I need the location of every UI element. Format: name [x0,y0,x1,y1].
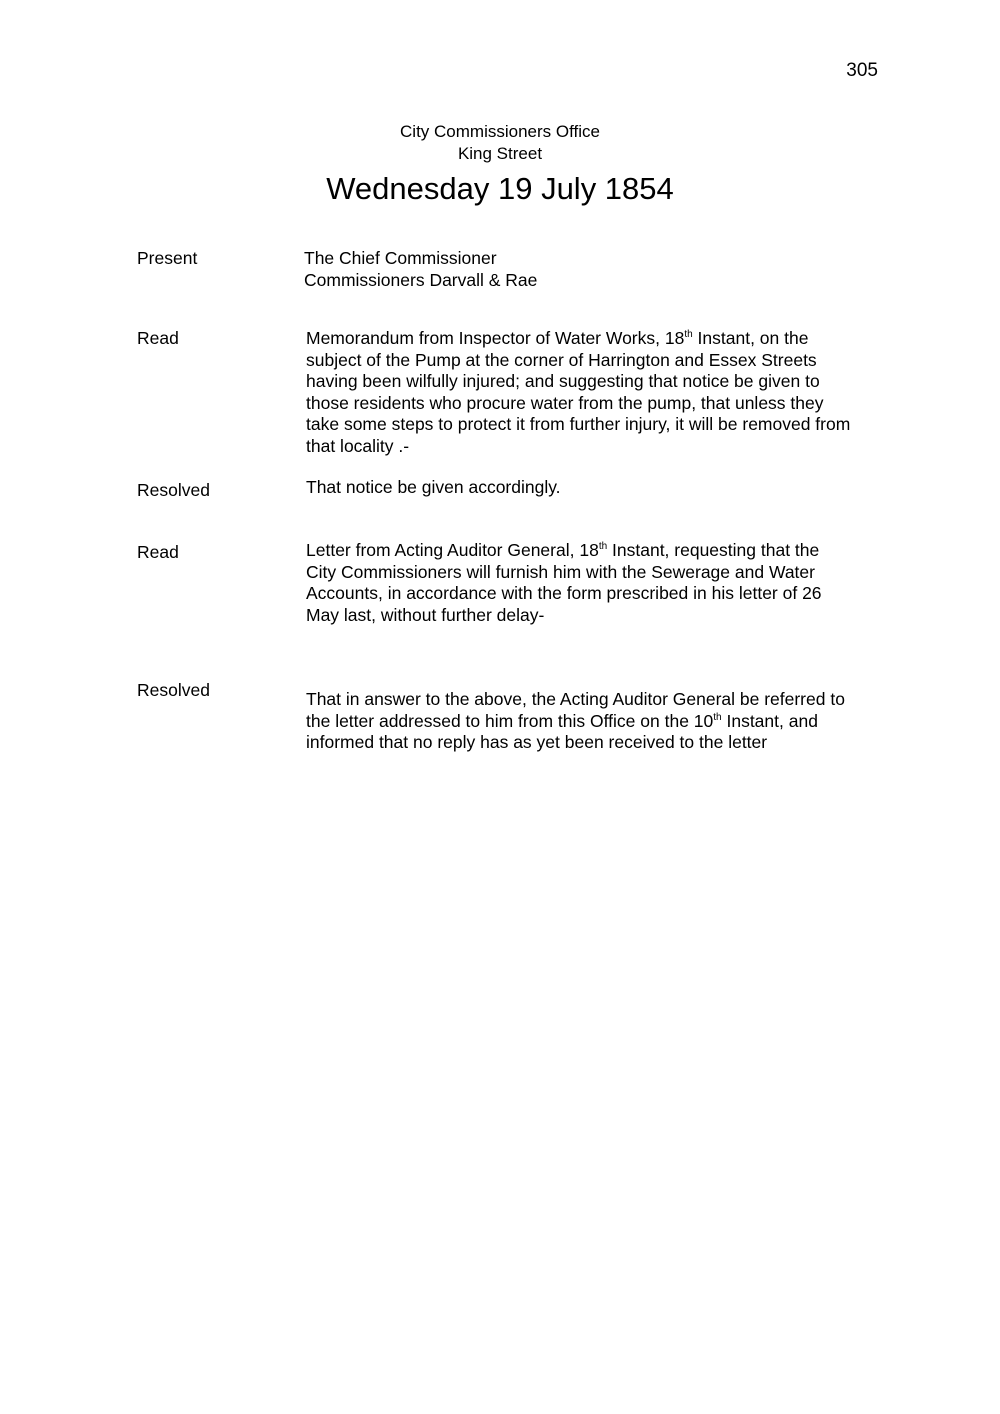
entry-label-resolved: Resolved [137,680,210,700]
present-text [304,248,894,291]
office-name: City Commissioners Office [400,122,600,141]
entry-text [306,689,896,754]
text-line: That in answer to the above, the Acting Auditor General be referred to [306,689,845,709]
page-number: 305 [846,60,878,81]
entry-text [306,328,896,457]
text-line: May last, without further delay- [306,604,545,625]
entry-text [306,477,896,499]
entry-label-resolved: Resolved [137,480,210,500]
meeting-date: Wednesday 19 July 1854 [326,171,674,206]
text-line: City Commissioners will furnish him with the Sewerage and Water [306,561,815,582]
text-line: the letter addressed to him from this Office on the 10th Instant, and [306,710,818,731]
document-header [0,121,1000,209]
text-line: Letter from Acting Auditor General, 18th Instant, requesting that the [306,540,820,560]
text-line: informed that no reply has as yet been received to the letter [306,732,768,752]
text-line: Memorandum from Inspector of Water Works, 18th Instant, on the [306,328,809,348]
present-line: Commissioners Darvall & Rae [304,269,538,290]
entry-label-read: Read [137,542,179,562]
text-line: those residents who procure water from the pump, that unless they [306,392,824,413]
text-line: take some steps to protect it from further injury, it will be removed from [306,414,851,434]
street-name: King Street [457,144,543,163]
text-line: Accounts, in accordance with the form prescribed in his letter of 26 [306,583,822,603]
text-line: That notice be given accordingly. [306,477,561,497]
text-line: subject of the Pump at the corner of Harrington and Essex Streets [306,349,817,370]
present-label: Present [137,248,198,268]
entry-label-read: Read [137,328,179,348]
present-line: The Chief Commissioner [304,248,497,268]
text-line: having been wilfully injured; and suggesting that notice be given to [306,371,820,391]
text-line: that locality .- [306,435,410,456]
entry-text [306,540,896,626]
